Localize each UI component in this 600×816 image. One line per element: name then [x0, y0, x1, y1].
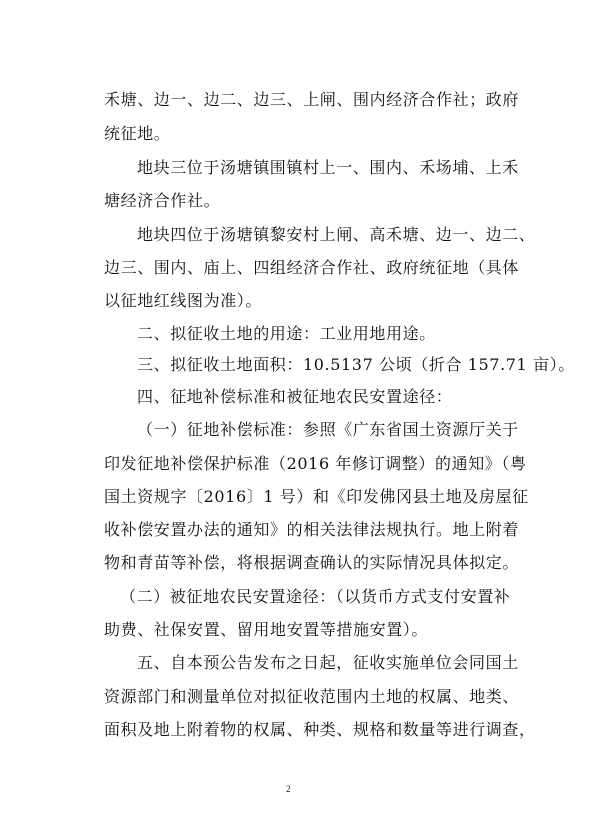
text-line: （一）征地补偿标准：参照《广东省国土资源厅关于: [137, 420, 519, 439]
text-line: 助费、社保安置、留用地安置等措施安置）。: [104, 620, 429, 639]
text-line: 国土资规字〔2016〕1 号）和《印发佛冈县土地及房屋征: [104, 487, 529, 506]
text-line: （二）被征地农民安置途径：（以货币方式支付安置补: [120, 587, 511, 606]
text-line: 三、拟征收土地面积：10.5137 公顷（折合 157.71 亩）。: [137, 355, 575, 374]
text-line: 四、征地补偿标准和被征地农民安置途径：: [137, 387, 453, 406]
text-line: 塘经济合作社。: [104, 191, 221, 210]
text-line: 以征地红线图为准）。: [104, 291, 263, 310]
text-line: 禾塘、边一、边二、边三、上闸、围内经济合作社；政府: [104, 90, 520, 109]
text-line: 统征地。: [104, 124, 171, 143]
text-line: 面积及地上附着物的权属、种类、规格和数量等进行调查，: [104, 720, 536, 739]
text-line: 收补偿安置办法的通知》的相关法律法规执行。地上附着: [104, 520, 520, 539]
text-line: 二、拟征收土地的用途：工业用地用途。: [137, 324, 436, 343]
text-line: 边三、围内、庙上、四组经济合作社、政府统征地（具体: [104, 258, 520, 277]
text-line: 印发征地补偿保护标准（2016 年修订调整）的通知》（粤: [104, 454, 527, 473]
text-line: 地块三位于汤塘镇围镇村上一、围内、禾场埔、上禾: [137, 158, 519, 177]
text-line: 资源部门和测量单位对拟征收范围内土地的权属、地类、: [104, 687, 520, 706]
text-line: 物和青苗等补偿，将根据调查确认的实际情况具体拟定。: [104, 553, 520, 572]
text-line: 五、自本预公告发布之日起，征收实施单位会同国土: [137, 653, 519, 672]
page-number: 2: [286, 784, 291, 794]
text-line: 地块四位于汤塘镇黎安村上闸、高禾塘、边一、边二、: [137, 225, 536, 244]
